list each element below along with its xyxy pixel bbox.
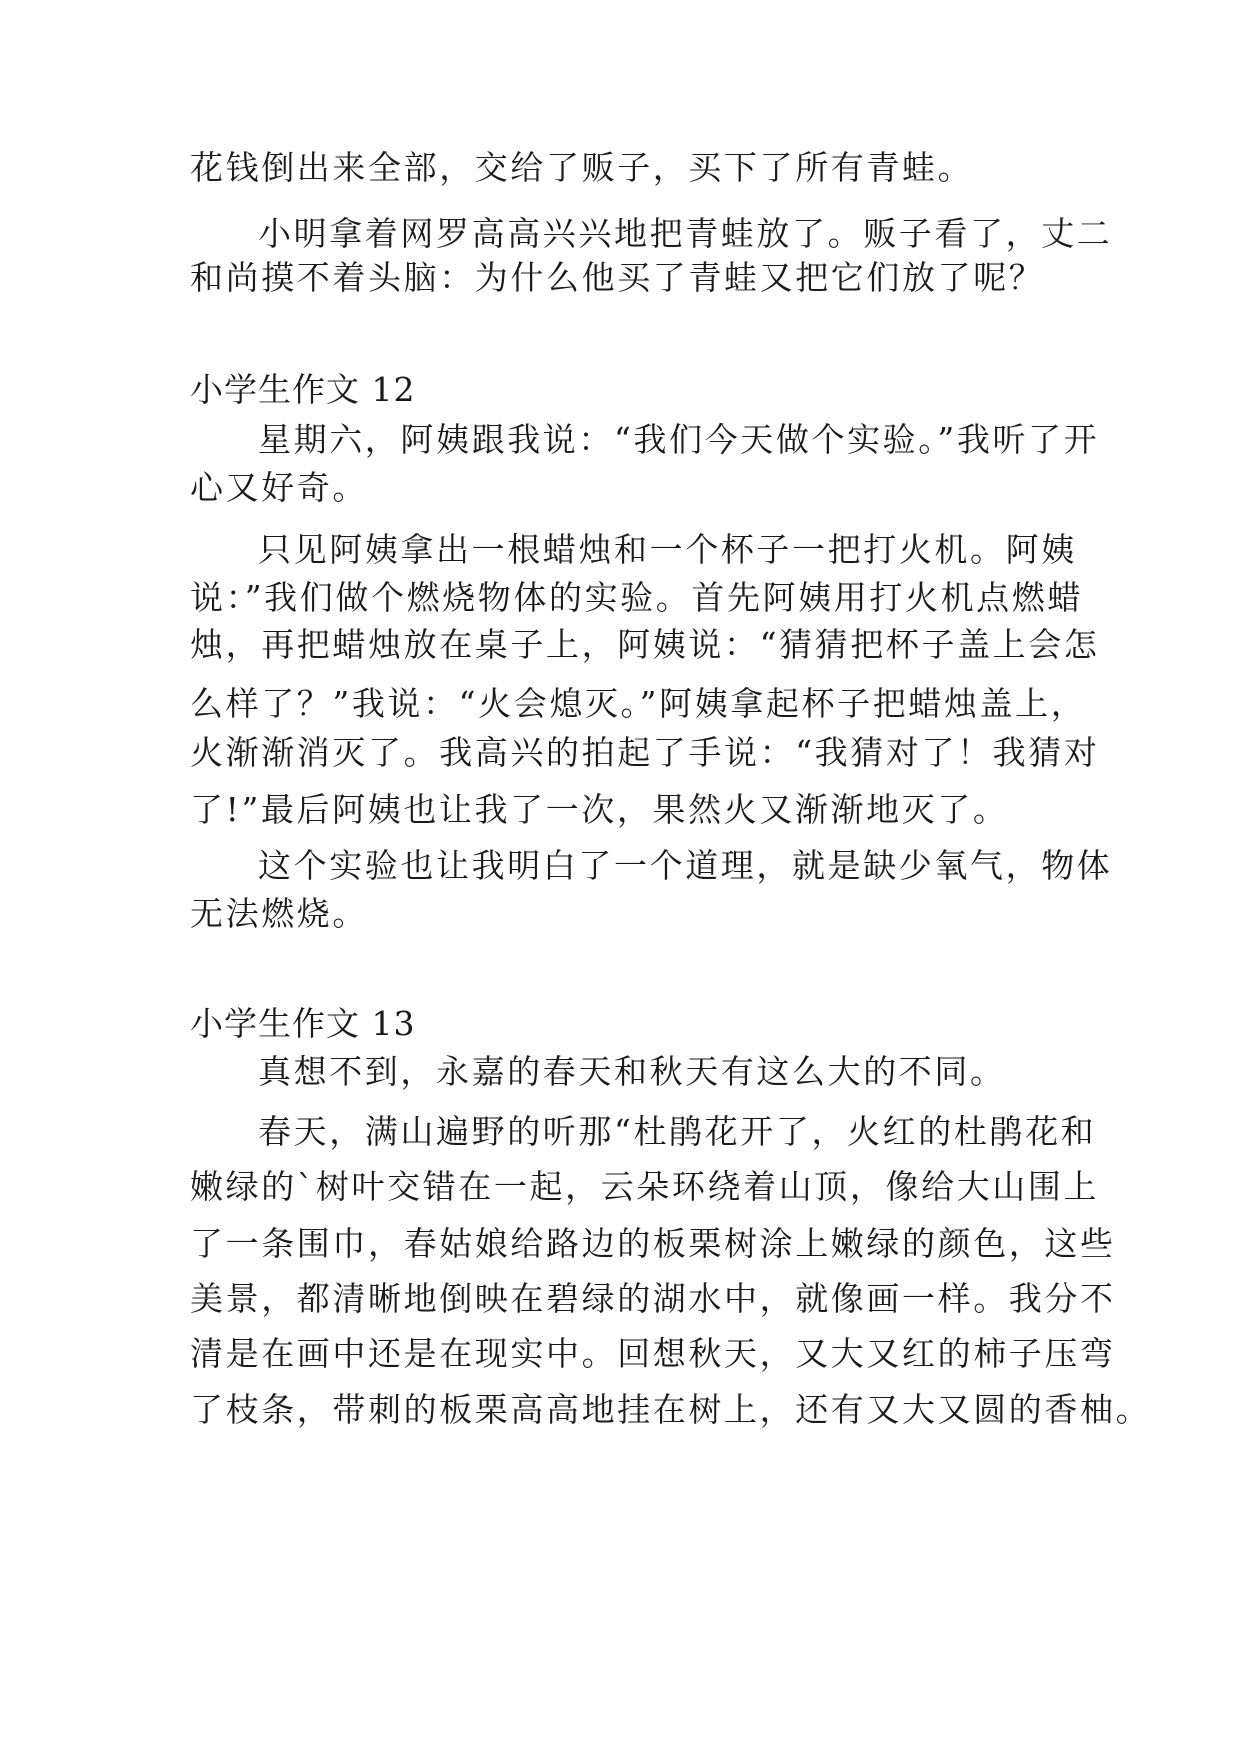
paragraph-line: 清是在画中还是在现实中。回想秋天，又大又红的柿子压弯: [190, 1334, 1116, 1373]
paragraph-line: 星期六，阿姨跟我说：“我们今天做个实验。”我听了开: [258, 420, 1100, 459]
paragraph-line: 么样了？”我说：“火会熄灭。”阿姨拿起杯子把蜡烛盖上，: [190, 684, 1087, 723]
paragraph-line: 了一条围巾，春姑娘给路边的板栗树涂上嫩绿的颜色，这些: [190, 1224, 1116, 1263]
paragraph-line: 心又好奇。: [190, 468, 368, 507]
paragraph-line: 无法燃烧。: [190, 894, 368, 933]
paragraph-line: 美景，都清晰地倒映在碧绿的湖水中，就像画一样。我分不: [190, 1279, 1116, 1318]
essay-title: 小学生作文 12: [190, 370, 416, 409]
paragraph-line: 嫩绿的`树叶交错在一起，云朵环绕着山顶，像给大山围上: [190, 1167, 1100, 1206]
paragraph-line: 春天，满山遍野的听那“杜鹃花开了，火红的杜鹃花和: [258, 1112, 1097, 1151]
paragraph-line: 火渐渐消灭了。我高兴的拍起了手说：“我猜对了！我猜对: [190, 733, 1100, 772]
paragraph-line: 只见阿姨拿出一根蜡烛和一个杯子一把打火机。阿姨: [258, 530, 1077, 569]
paragraph-line: 这个实验也让我明白了一个道理，就是缺少氧气，物体: [258, 846, 1113, 885]
paragraph-line: 小明拿着网罗高高兴兴地把青蛙放了。贩子看了，丈二: [258, 214, 1113, 253]
paragraph-line: 花钱倒出来全部，交给了贩子，买下了所有青蛙。: [190, 148, 974, 187]
paragraph-line: 了枝条，带刺的板栗高高地挂在树上，还有又大又圆的香柚。: [190, 1390, 1152, 1429]
paragraph-line: 烛，再把蜡烛放在桌子上，阿姨说：“猜猜把杯子盖上会怎: [190, 625, 1100, 664]
essay-title: 小学生作文 13: [190, 1004, 416, 1043]
paragraph-line: 说：”我们做个燃烧物体的实验。首先阿姨用打火机点燃蜡: [190, 578, 1083, 617]
paragraph-line: 真想不到，永嘉的春天和秋天有这么大的不同。: [258, 1052, 1006, 1091]
paragraph-line: 了!”最后阿姨也让我了一次，果然火又渐渐地灭了。: [190, 790, 1009, 829]
paragraph-line: 和尚摸不着头脑：为什么他买了青蛙又把它们放了呢？: [190, 258, 1045, 297]
